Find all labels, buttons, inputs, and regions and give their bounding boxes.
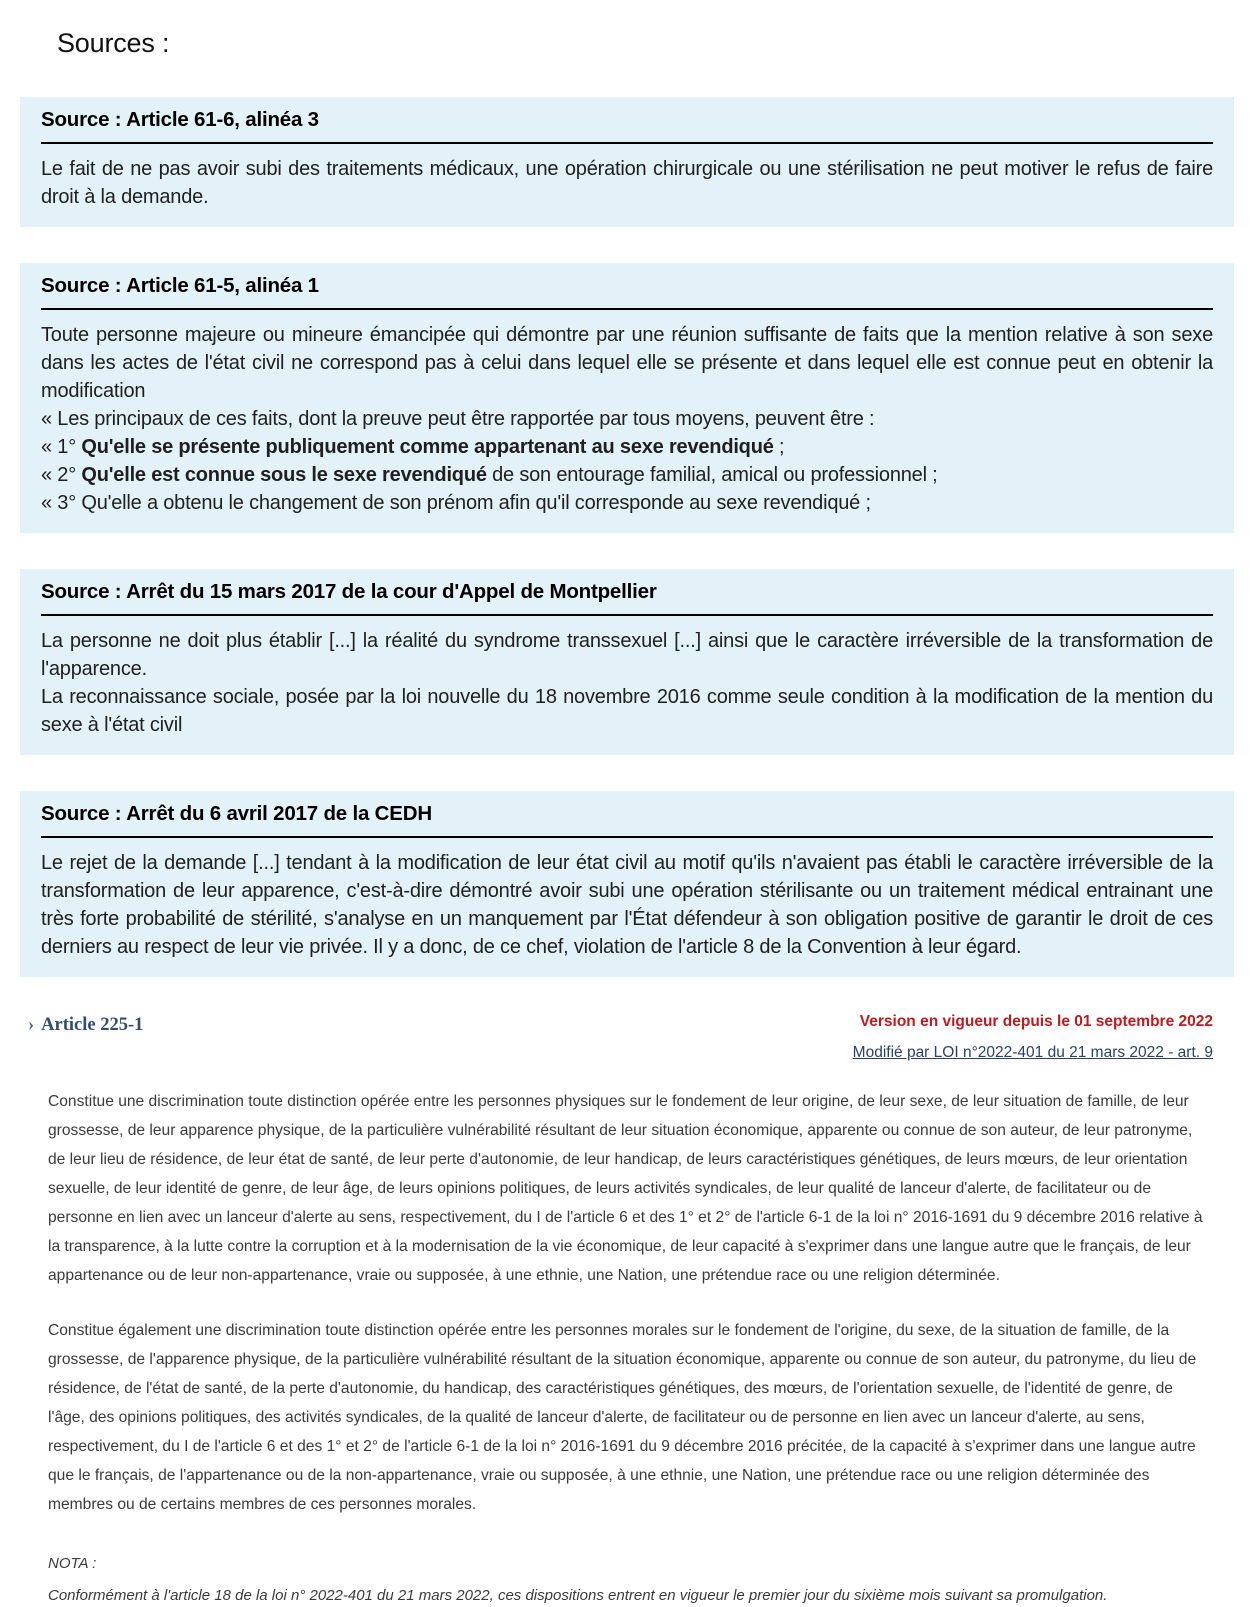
source-block-article-61-5 — [20, 263, 1234, 533]
source-paragraph: La reconnaissance sociale, posée par la loi nouvelle du 18 novembre 2016 comme seule condition à la modification de la mention du sexe à l'état civil — [41, 683, 1213, 739]
quote-prefix: « 2° — [41, 464, 81, 486]
source-divider — [41, 836, 1213, 838]
source-paragraph: « Les principaux de ces faits, dont la preuve peut être rapportée par tous moyens, peuvent être : — [41, 405, 1213, 433]
quote-item-2 — [41, 461, 1213, 489]
source-paragraph: Le fait de ne pas avoir subi des traitements médicaux, une opération chirurgicale ou une stérilisation ne peut motiver le refus de faire droit à la demande. — [41, 155, 1213, 211]
source-block-arret-montpellier — [20, 569, 1234, 755]
quote-bold-text: Qu'elle est connue sous le sexe revendiqué — [81, 464, 486, 486]
quote-suffix: ; — [774, 436, 785, 458]
source-title: Source : Arrêt du 6 avril 2017 de la CEDH — [41, 802, 1213, 826]
chevron-right-icon: › — [28, 1015, 34, 1035]
version-status: Version en vigueur depuis le 01 septembre 2022 — [860, 1013, 1213, 1031]
legifrance-article-section — [28, 1013, 1213, 1607]
quote-suffix: de son entourage familial, amical ou professionnel ; — [487, 464, 938, 486]
source-title: Source : Arrêt du 15 mars 2017 de la cour d'Appel de Montpellier — [41, 580, 1213, 604]
article-title-link[interactable] — [28, 1013, 143, 1036]
source-paragraph: Le rejet de la demande [...] tendant à la modification de leur état civil au motif qu'ils n'avaient pas établi le caractère irréversible de la transformation de leur apparence, c'est-à-dire démontré avoir subi une opération stérilisante ou un traitement médical entrainant une très forte probabilité de stérilité, s'analyse en un manquement par l'État défendeur à son obligation positive de garantir le droit de ces derniers au respect de leur vie privée. Il y a donc, de ce chef, violation de l'article 8 de la Convention à leur égard. — [41, 849, 1213, 961]
source-divider — [41, 308, 1213, 310]
nota-block — [48, 1553, 1213, 1607]
quote-item-3 — [41, 489, 1213, 517]
source-block-arret-cedh — [20, 791, 1234, 977]
article-paragraph: Constitue également une discrimination toute distinction opérée entre les personnes morales sur le fondement de l'origine, du sexe, de la situation de famille, de la grossesse, de l'apparence physique, de la particulière vulnérabilité résultant de la situation économique, apparente ou connue de son auteur, du patronyme, du lieu de résidence, de l'état de santé, de la perte d'autonomie, du handicap, des caractéristiques génétiques, des mœurs, de l'orientation sexuelle, de l'identité de genre, de l'âge, des opinions politiques, des activités syndicales, de la qualité de lanceur d'alerte, de facilitateur ou de personne en lien avec un lanceur d'alerte, au sens, respectivement, du I de l'article 6 et des 1° et 2° de l'article 6-1 de la loi n° 2016-1691 du 9 décembre 2016 précitée, de la capacité à s'exprimer dans une langue autre que le français, de l'appartenance ou de la non-appartenance, vraie ou supposée, à une ethnie, une Nation, une prétendue race ou une religion déterminée des membres ou de certains membres de ces personnes morales. — [48, 1316, 1213, 1519]
source-divider — [41, 614, 1213, 616]
article-paragraph: Constitue une discrimination toute distinction opérée entre les personnes physiques sur le fondement de leur origine, de leur sexe, de leur situation de famille, de leur grossesse, de leur apparence physique, de la particulière vulnérabilité résultant de leur situation économique, apparente ou connue de son auteur, de leur patronyme, de leur lieu de résidence, de leur état de santé, de leur perte d'autonomie, de leur handicap, de leurs caractéristiques génétiques, de leurs mœurs, de leur orientation sexuelle, de leur identité de genre, de leur âge, de leurs opinions politiques, de leurs activités syndicales, de leur qualité de lanceur d'alerte, de facilitateur ou de personne en lien avec un lanceur d'alerte au sens, respectivement, du I de l'article 6 et des 1° et 2° de l'article 6-1 de la loi n° 2016-1691 du 9 décembre 2016 relative à la transparence, à la lutte contre la corruption et à la modernisation de la vie économique, de leur capacité à s'exprimer dans une langue autre que le français, de leur appartenance ou de leur non-appartenance, vraie ou supposée, à une ethnie, une Nation, une prétendue race ou une religion déterminée. — [48, 1087, 1213, 1290]
quote-prefix: « 1° — [41, 436, 81, 458]
modified-by-link[interactable]: Modifié par LOI n°2022-401 du 21 mars 2022 - art. 9 — [853, 1044, 1213, 1062]
source-title: Source : Article 61-5, alinéa 1 — [41, 274, 1213, 298]
nota-label: NOTA : — [48, 1553, 1213, 1576]
quote-bold-text: Qu'elle se présente publiquement comme appartenant au sexe revendiqué — [81, 436, 773, 458]
source-paragraph: La personne ne doit plus établir [...] la réalité du syndrome transsexuel [...] ainsi que le caractère irréversible de la transformation de l'apparence. — [41, 627, 1213, 683]
article-title: Article 225-1 — [41, 1015, 143, 1035]
source-title: Source : Article 61-6, alinéa 3 — [41, 108, 1213, 132]
page-title: Sources : — [57, 28, 1252, 59]
source-divider — [41, 142, 1213, 144]
source-block-article-61-6 — [20, 97, 1234, 227]
source-paragraph: Toute personne majeure ou mineure émancipée qui démontre par une réunion suffisante de faits que la mention relative à son sexe dans les actes de l'état civil ne correspond pas à celui dans lequel elle se présente et dans lequel elle est connue peut en obtenir la modification — [41, 321, 1213, 405]
nota-text: Conformément à l'article 18 de la loi n° 2022-401 du 21 mars 2022, ces dispositions entrent en vigueur le premier jour du sixième mois suivant sa promulgation. — [48, 1585, 1213, 1607]
quote-item-1 — [41, 433, 1213, 461]
quote-prefix: « 3° Qu'elle a obtenu le changement de son prénom afin qu'il corresponde au sexe revendiqué ; — [41, 492, 871, 514]
